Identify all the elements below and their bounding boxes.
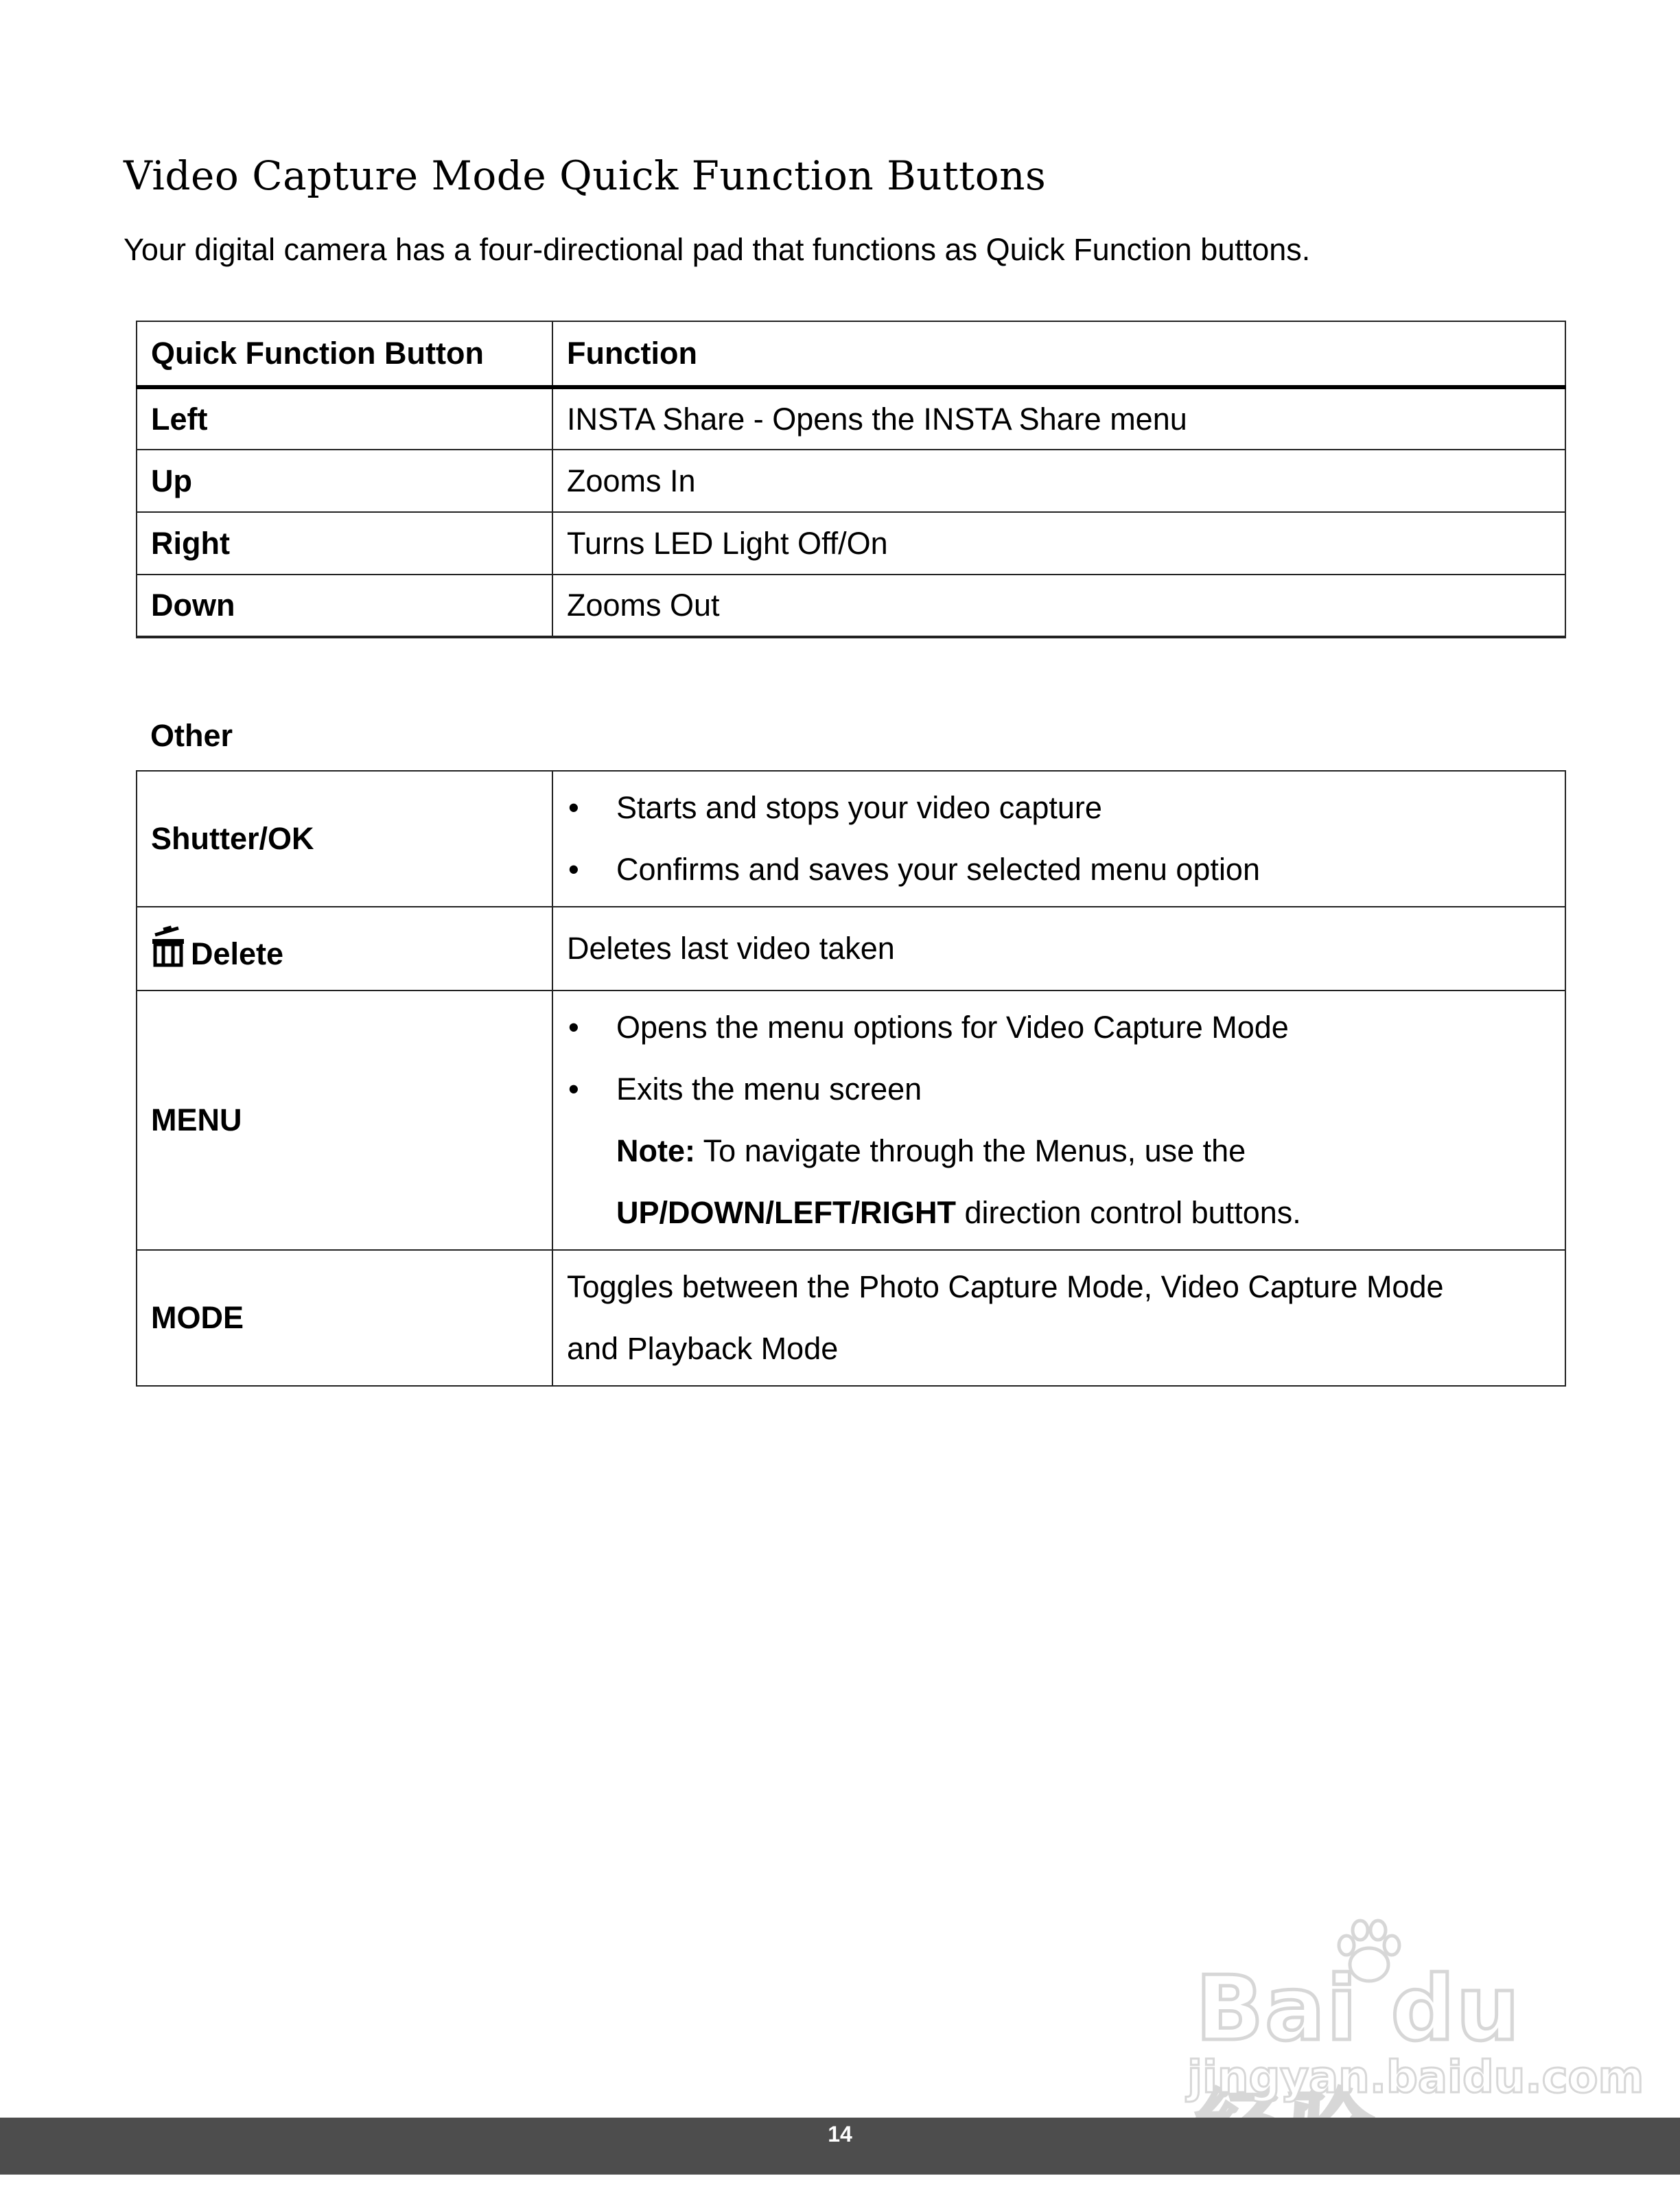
table-row-mode bbox=[137, 1250, 1565, 1386]
button-cell: Up bbox=[137, 450, 552, 512]
button-cell: Left bbox=[137, 387, 552, 450]
table-row-shutter bbox=[137, 771, 1565, 907]
bullet-item: • Exits the menu screen bbox=[567, 1058, 1551, 1120]
bullet-item: • Confirms and saves your selected menu option bbox=[567, 839, 1551, 901]
intro-text: Your digital camera has a four-directional pad that functions as Quick Function buttons. bbox=[124, 232, 1311, 267]
other-heading: Other bbox=[150, 718, 233, 753]
function-cell: Turns LED Light Off/On bbox=[552, 512, 1565, 575]
note-line bbox=[567, 1120, 1551, 1182]
function-cell: Zooms Out bbox=[552, 575, 1565, 637]
button-cell: Right bbox=[137, 512, 552, 575]
function-cell bbox=[552, 1250, 1565, 1386]
table-row-menu bbox=[137, 991, 1565, 1250]
delete-label: Delete bbox=[191, 936, 284, 971]
button-cell: MODE bbox=[137, 1250, 552, 1386]
function-line: Toggles between the Photo Capture Mode, Video Capture Mode bbox=[567, 1269, 1444, 1304]
trash-icon bbox=[151, 925, 185, 968]
function-cell: INSTA Share - Opens the INSTA Share menu bbox=[552, 387, 1565, 450]
baidu-watermark bbox=[1167, 1915, 1644, 2107]
page-number: 14 bbox=[828, 2122, 852, 2146]
button-cell: MENU bbox=[137, 991, 552, 1250]
quick-function-table bbox=[136, 321, 1566, 638]
page-title: Video Capture Mode Quick Function Buttons bbox=[124, 152, 1047, 199]
function-cell bbox=[552, 991, 1565, 1250]
function-line: and Playback Mode bbox=[567, 1331, 839, 1366]
function-cell: Zooms In bbox=[552, 450, 1565, 512]
table-row bbox=[137, 575, 1565, 637]
header-function: Function bbox=[552, 321, 1565, 387]
button-cell: Down bbox=[137, 575, 552, 637]
note-tail: direction control buttons. bbox=[955, 1195, 1301, 1230]
note-directions: UP/DOWN/LEFT/RIGHT bbox=[616, 1195, 956, 1230]
header-button: Quick Function Button bbox=[137, 321, 552, 387]
bullet-item: • Opens the menu options for Video Capture Mode bbox=[567, 997, 1551, 1058]
table-header-row bbox=[137, 321, 1565, 387]
note-label: Note: bbox=[616, 1133, 695, 1168]
note-line bbox=[567, 1182, 1551, 1244]
table-row bbox=[137, 387, 1565, 450]
watermark-url: jingyan.baidu.com bbox=[1187, 2052, 1644, 2103]
other-buttons-table bbox=[136, 770, 1566, 1387]
bullet-item: • Starts and stops your video capture bbox=[567, 777, 1551, 839]
table-row bbox=[137, 512, 1565, 575]
button-cell bbox=[137, 907, 552, 991]
function-cell bbox=[552, 771, 1565, 907]
footer-bar bbox=[0, 2118, 1680, 2175]
function-cell: Deletes last video taken bbox=[552, 907, 1565, 991]
table-row bbox=[137, 450, 1565, 512]
table-row-delete bbox=[137, 907, 1565, 991]
watermark-logo-text: Bai du bbox=[1195, 1956, 1521, 2061]
note-text: To navigate through the Menus, use the bbox=[695, 1133, 1246, 1168]
button-cell: Shutter/OK bbox=[137, 771, 552, 907]
